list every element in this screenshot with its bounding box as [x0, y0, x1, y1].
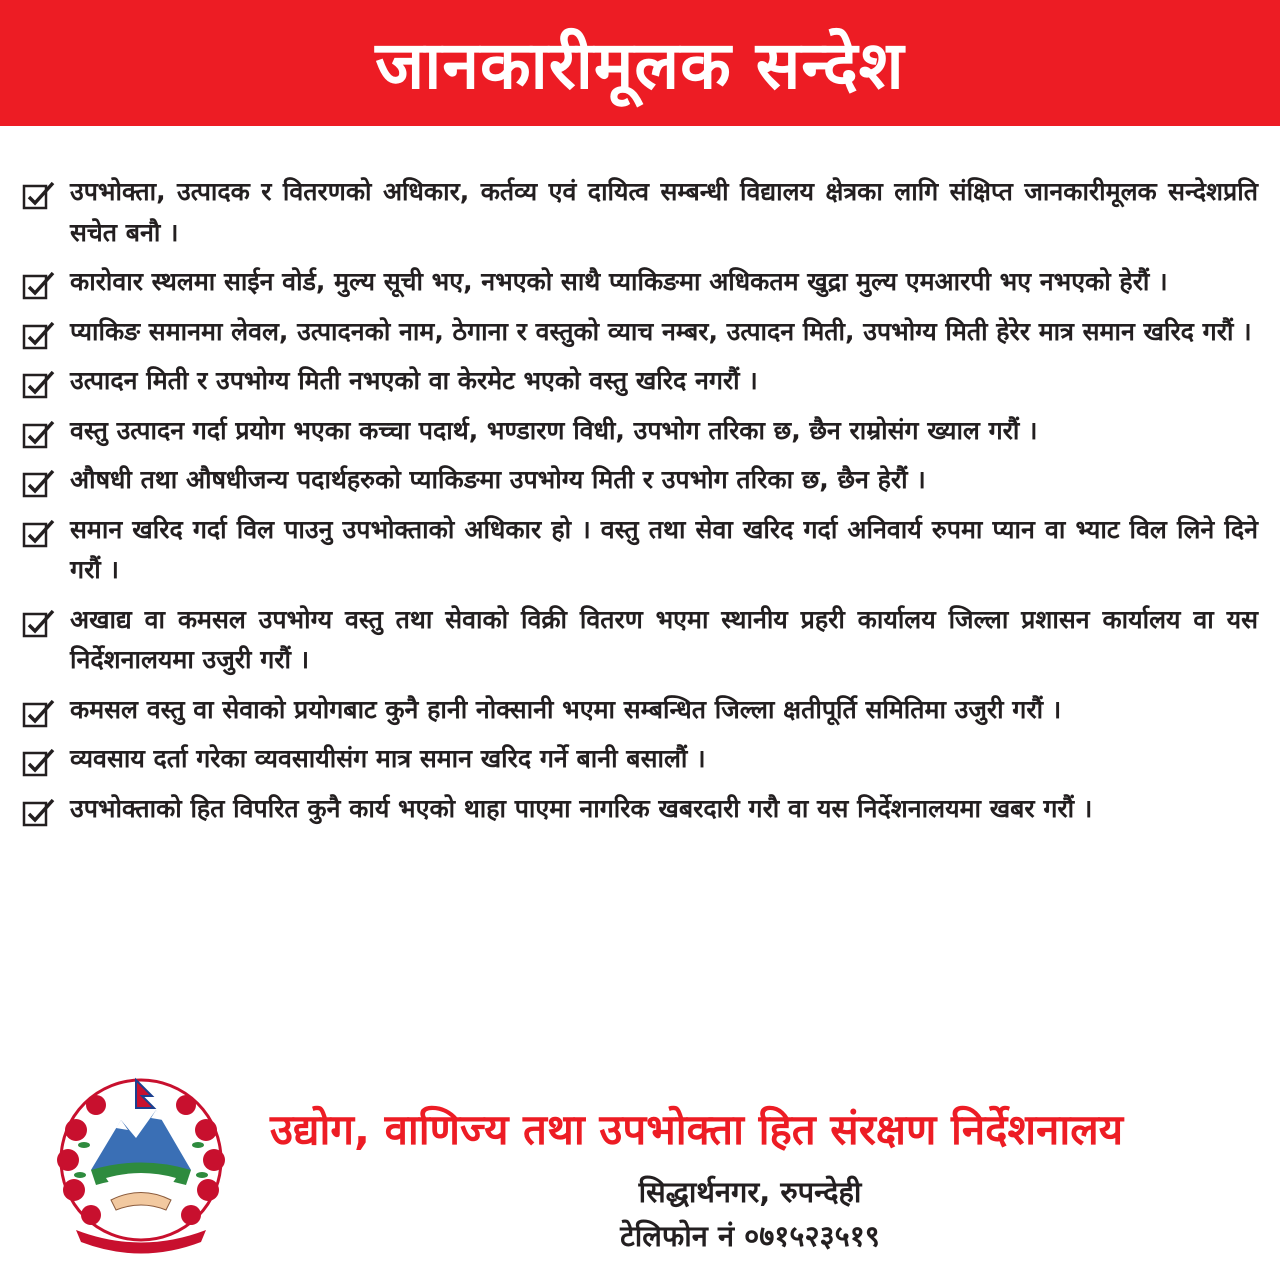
check-box-icon — [22, 698, 56, 728]
check-box-icon — [22, 468, 56, 498]
message-text: उपभोक्ताको हित विपरित कुनै कार्य भएको थाहा पाएमा नागरिक खबरदारी गरौ वा यस निर्देशनालयमा खबर गरौं । — [70, 793, 1093, 823]
footer — [0, 1060, 1280, 1280]
check-box-icon — [22, 518, 56, 548]
check-box-icon — [22, 369, 56, 399]
list-item — [22, 600, 1258, 681]
header-banner — [0, 0, 1280, 126]
message-text: अखाद्य वा कमसल उपभोग्य वस्तु तथा सेवाको विक्री वितरण भएमा स्थानीय प्रहरी कार्यालय जिल्ला प्रशासन कार्यालय वा यस निर्देशनालयमा उजुरी गरौं । — [70, 604, 1258, 674]
message-text: कारोवार स्थलमा साईन वोर्ड, मुल्य सूची भए, नभएको साथै प्याकिङमा अधिकतम खुद्रा मुल्य एमआरपी भए नभएको हेरौं । — [70, 267, 1168, 296]
address: सिद्धार्थनगर, रुपन्देही — [638, 1175, 862, 1209]
list-item — [22, 510, 1258, 591]
list-item — [22, 172, 1258, 253]
check-box-icon — [22, 608, 56, 638]
list-item — [22, 312, 1258, 353]
check-box-icon — [22, 419, 56, 449]
nepal-emblem-icon — [36, 1060, 246, 1260]
message-text: उपभोक्ता, उत्पादक र वितरणको अधिकार, कर्तव्य एवं दायित्व सम्बन्धी विद्यालय क्षेत्रका लागि संक्षिप्त जानकारीमूलक सन्देशप्रति सचेत बनौ । — [70, 177, 1258, 247]
list-item — [22, 739, 1258, 780]
message-list — [22, 172, 1258, 838]
message-text: व्यवसाय दर्ता गरेका व्यवसायीसंग मात्र समान खरिद गर्ने बानी बसालौं । — [70, 744, 706, 773]
list-item — [22, 789, 1258, 830]
message-text: औषधी तथा औषधीजन्य पदार्थहरुको प्याकिङमा उपभोग्य मिती र उपभोग तरिका छ, छैन हेरौं । — [70, 465, 926, 494]
check-box-icon — [22, 180, 56, 210]
phone-number: टेलिफोन नं ०७१५२३५१९ — [620, 1219, 880, 1253]
page-title: जानकारीमूलक सन्देश — [375, 27, 905, 104]
list-item — [22, 690, 1258, 731]
message-text: वस्तु उत्पादन गर्दा प्रयोग भएका कच्चा पदार्थ, भण्डारण विधी, उपभोग तरिका छ, छैन राम्रोसंग ख्याल गरौं । — [70, 415, 1038, 445]
message-text: समान खरिद गर्दा विल पाउनु उपभोक्ताको अधिकार हो । वस्तु तथा सेवा खरिद गर्दा अनिवार्य रुपमा प्यान वा भ्याट विल लिने दिने गरौं । — [70, 514, 1258, 584]
list-item — [22, 262, 1258, 303]
list-item — [22, 460, 1258, 501]
message-text: प्याकिङ समानमा लेवल, उत्पादनको नाम, ठेगाना र वस्तुको व्याच नम्बर, उत्पादन मिती, उपभोग्य मिती हेरेर मात्र समान खरिद गरौं । — [70, 316, 1252, 346]
message-text: उत्पादन मिती र उपभोग्य मिती नभएको वा केरमेट भएको वस्तु खरिद नगरौं । — [70, 366, 758, 395]
list-item — [22, 411, 1258, 452]
check-box-icon — [22, 270, 56, 300]
check-box-icon — [22, 797, 56, 827]
list-item — [22, 361, 1258, 402]
organization-name: उद्योग, वाणिज्य तथा उपभोक्ता हित संरक्षण निर्देशनालय — [270, 1105, 1124, 1154]
check-box-icon — [22, 320, 56, 350]
check-box-icon — [22, 747, 56, 777]
message-text: कमसल वस्तु वा सेवाको प्रयोगबाट कुनै हानी नोक्सानी भएमा सम्बन्धित जिल्ला क्षतीपूर्ति समितिमा उजुरी गरौं । — [70, 694, 1062, 724]
